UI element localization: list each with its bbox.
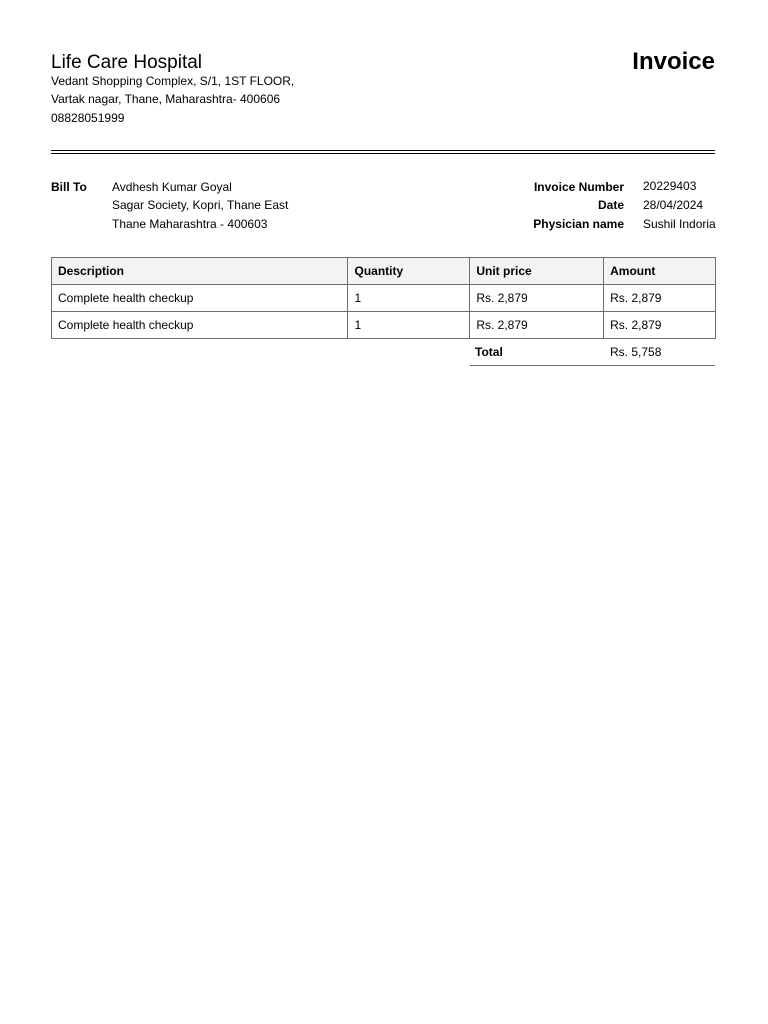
table-header-row	[52, 258, 716, 285]
table-row	[52, 285, 716, 312]
cell-unit-price: Rs. 2,879	[470, 285, 604, 312]
physician-value: Sushil Indoria	[643, 217, 716, 231]
physician-label: Physician name	[533, 217, 624, 231]
invoice-number-label: Invoice Number	[533, 180, 624, 194]
total-underline	[470, 365, 715, 366]
bill-to-address-line2: Thane Maharashtra - 400603	[112, 217, 268, 231]
total-label: Total	[475, 345, 503, 359]
cell-amount: Rs. 2,879	[604, 312, 716, 339]
bill-to-label: Bill To	[51, 180, 87, 194]
cell-description: Complete health checkup	[52, 285, 348, 312]
invoice-title: Invoice	[632, 48, 715, 75]
cell-description: Complete health checkup	[52, 312, 348, 339]
cell-quantity: 1	[348, 312, 470, 339]
column-header-amount: Amount	[604, 258, 716, 285]
column-header-unit-price: Unit price	[470, 258, 604, 285]
date-value: 28/04/2024	[643, 198, 704, 212]
header-divider-bottom	[51, 153, 715, 154]
hospital-name: Life Care Hospital	[51, 52, 203, 73]
table-row	[52, 312, 716, 339]
hospital-address-line1: Vedant Shopping Complex, S/1, 1ST FLOOR,	[51, 74, 295, 88]
date-label: Date	[597, 198, 624, 212]
bill-to-name: Avdhesh Kumar Goyal	[112, 180, 232, 194]
cell-amount: Rs. 2,879	[604, 285, 716, 312]
column-header-quantity: Quantity	[348, 258, 470, 285]
total-value: Rs. 5,758	[610, 345, 662, 359]
header-divider-top	[51, 150, 715, 151]
hospital-phone: 08828051999	[51, 111, 125, 125]
cell-unit-price: Rs. 2,879	[470, 312, 604, 339]
column-header-description: Description	[52, 258, 348, 285]
cell-quantity: 1	[348, 285, 470, 312]
items-table	[51, 257, 716, 339]
hospital-address-line2: Vartak nagar, Thane, Maharashtra- 400606	[51, 92, 281, 106]
bill-to-address-line1: Sagar Society, Kopri, Thane East	[112, 198, 289, 212]
invoice-number-value: 20229403	[643, 179, 697, 193]
